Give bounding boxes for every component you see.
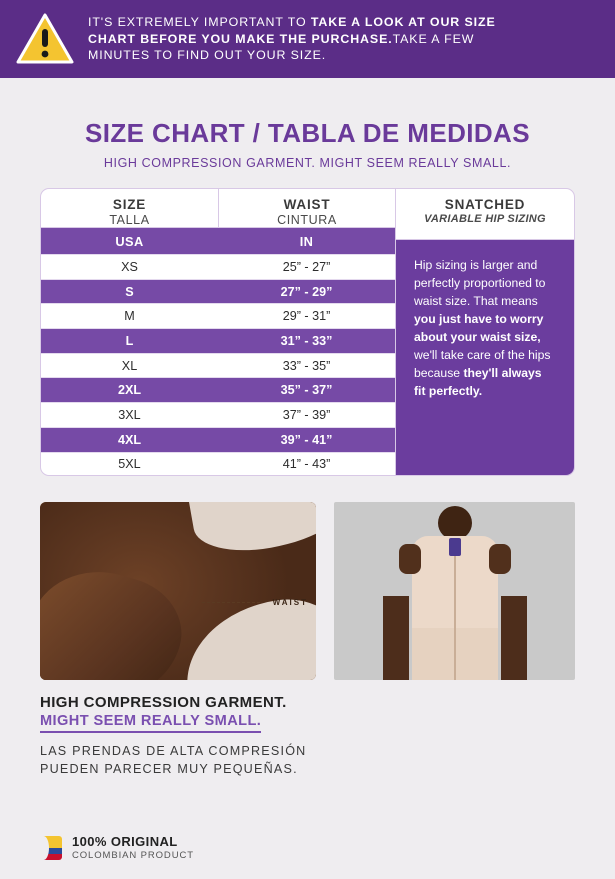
unit-size: USA bbox=[115, 233, 144, 249]
table-body bbox=[41, 228, 395, 476]
unit-waist: IN bbox=[299, 233, 314, 249]
column-header-waist bbox=[218, 189, 395, 227]
cell-size: XS bbox=[121, 259, 138, 274]
caption-block bbox=[40, 694, 316, 779]
column-header-size bbox=[41, 189, 218, 227]
size-chart-table bbox=[40, 188, 575, 476]
cell-waist: 37” - 39” bbox=[282, 407, 331, 422]
table-row bbox=[41, 255, 395, 280]
cell-waist: 27” - 29” bbox=[280, 284, 333, 299]
colombian-flag-icon bbox=[40, 836, 62, 860]
warning-banner bbox=[0, 0, 615, 78]
cell-size: S bbox=[125, 284, 134, 299]
model-right-leg bbox=[501, 596, 527, 680]
table-unit-row bbox=[41, 228, 395, 255]
model-left-hand bbox=[399, 544, 421, 574]
table-row bbox=[41, 354, 395, 379]
warning-triangle-icon bbox=[16, 13, 74, 65]
footer-main-label: 100% ORIGINAL bbox=[72, 834, 178, 849]
cell-waist: 33” - 35” bbox=[282, 358, 331, 373]
table-row bbox=[41, 329, 395, 354]
table-header-row bbox=[41, 189, 395, 228]
column-header-size-main: SIZE bbox=[112, 197, 147, 212]
model-figure bbox=[401, 510, 509, 680]
cell-waist: 29” - 31” bbox=[282, 309, 331, 324]
cell-size: 5XL bbox=[118, 457, 141, 472]
banner-text bbox=[88, 14, 496, 63]
shapewear-garment-photo bbox=[334, 502, 575, 680]
page-body bbox=[0, 78, 615, 879]
cell-waist: 25” - 27” bbox=[282, 259, 331, 274]
banner-line1-plain: IT'S EXTREMELY IMPORTANT TO bbox=[88, 15, 311, 30]
snatched-text-bold-2: they'll always fit perfectly. bbox=[414, 366, 542, 399]
banner-line2-bold: CHART BEFORE YOU MAKE THE PURCHASE. bbox=[88, 31, 393, 46]
table-row bbox=[41, 378, 395, 403]
footer-text bbox=[72, 834, 194, 861]
caption-line-2: MIGHT SEEM REALLY SMALL. bbox=[40, 713, 261, 733]
caption-line-1: HIGH COMPRESSION GARMENT. bbox=[40, 694, 287, 711]
column-header-snatched bbox=[396, 189, 574, 240]
cell-size: 3XL bbox=[118, 407, 141, 422]
footer-sub-label: COLOMBIAN PRODUCT bbox=[72, 850, 194, 861]
cell-size: 4XL bbox=[117, 432, 142, 447]
column-header-snatched-sub: VARIABLE HIP SIZING bbox=[424, 213, 546, 225]
size-waist-columns bbox=[41, 189, 395, 475]
caption-line-3: LAS PRENDAS DE ALTA COMPRESIÓN PUEDEN PARECER MUY PEQUEÑAS. bbox=[40, 744, 307, 777]
page-title: SIZE CHART / TABLA DE MEDIDAS bbox=[85, 118, 530, 148]
photo-row bbox=[40, 502, 575, 680]
cell-size: M bbox=[124, 309, 135, 324]
cell-waist: 41” - 43” bbox=[282, 457, 331, 472]
table-row bbox=[41, 403, 395, 428]
column-header-size-sub: TALLA bbox=[109, 213, 150, 227]
column-header-waist-sub: CINTURA bbox=[277, 213, 337, 227]
garment-zipper bbox=[454, 550, 456, 680]
woman-torso-photo bbox=[40, 502, 316, 680]
page-subtitle: HIGH COMPRESSION GARMENT. MIGHT SEEM REALLY SMALL. bbox=[103, 156, 512, 170]
cell-waist: 35” - 37” bbox=[280, 383, 333, 398]
table-row bbox=[41, 453, 395, 477]
cell-size: XL bbox=[121, 358, 138, 373]
model-right-hand bbox=[489, 544, 511, 574]
cell-waist: 31” - 33” bbox=[280, 333, 333, 348]
table-row bbox=[41, 304, 395, 329]
cell-size: 2XL bbox=[117, 383, 142, 398]
column-header-waist-main: WAIST bbox=[283, 197, 331, 212]
waist-photo-label: WAIST bbox=[272, 598, 308, 607]
banner-line1-bold: TAKE A LOOK AT OUR SIZE bbox=[310, 15, 496, 30]
waist-dashed-line bbox=[202, 602, 260, 603]
model-left-leg bbox=[383, 596, 409, 680]
banner-line2-plain: TAKE A FEW bbox=[392, 31, 475, 46]
snatched-text-2: we'll take care of the hips because bbox=[414, 348, 551, 381]
model-head bbox=[438, 506, 472, 540]
table-row bbox=[41, 280, 395, 305]
snatched-column bbox=[395, 189, 574, 475]
footer bbox=[40, 834, 194, 861]
snatched-description bbox=[396, 240, 574, 475]
garment-tag bbox=[449, 538, 461, 556]
column-header-snatched-main: SNATCHED bbox=[444, 197, 526, 212]
snatched-text-1: Hip sizing is larger and perfectly proportioned to waist size. That means bbox=[414, 258, 546, 309]
snatched-text-bold-1: you just have to worry about your waist size, bbox=[414, 312, 544, 345]
cell-size: L bbox=[125, 333, 134, 348]
table-row bbox=[41, 428, 395, 453]
title-block bbox=[40, 78, 575, 170]
cell-waist: 39” - 41” bbox=[280, 432, 333, 447]
banner-line3-plain: MINUTES TO FIND OUT YOUR SIZE. bbox=[88, 48, 327, 63]
